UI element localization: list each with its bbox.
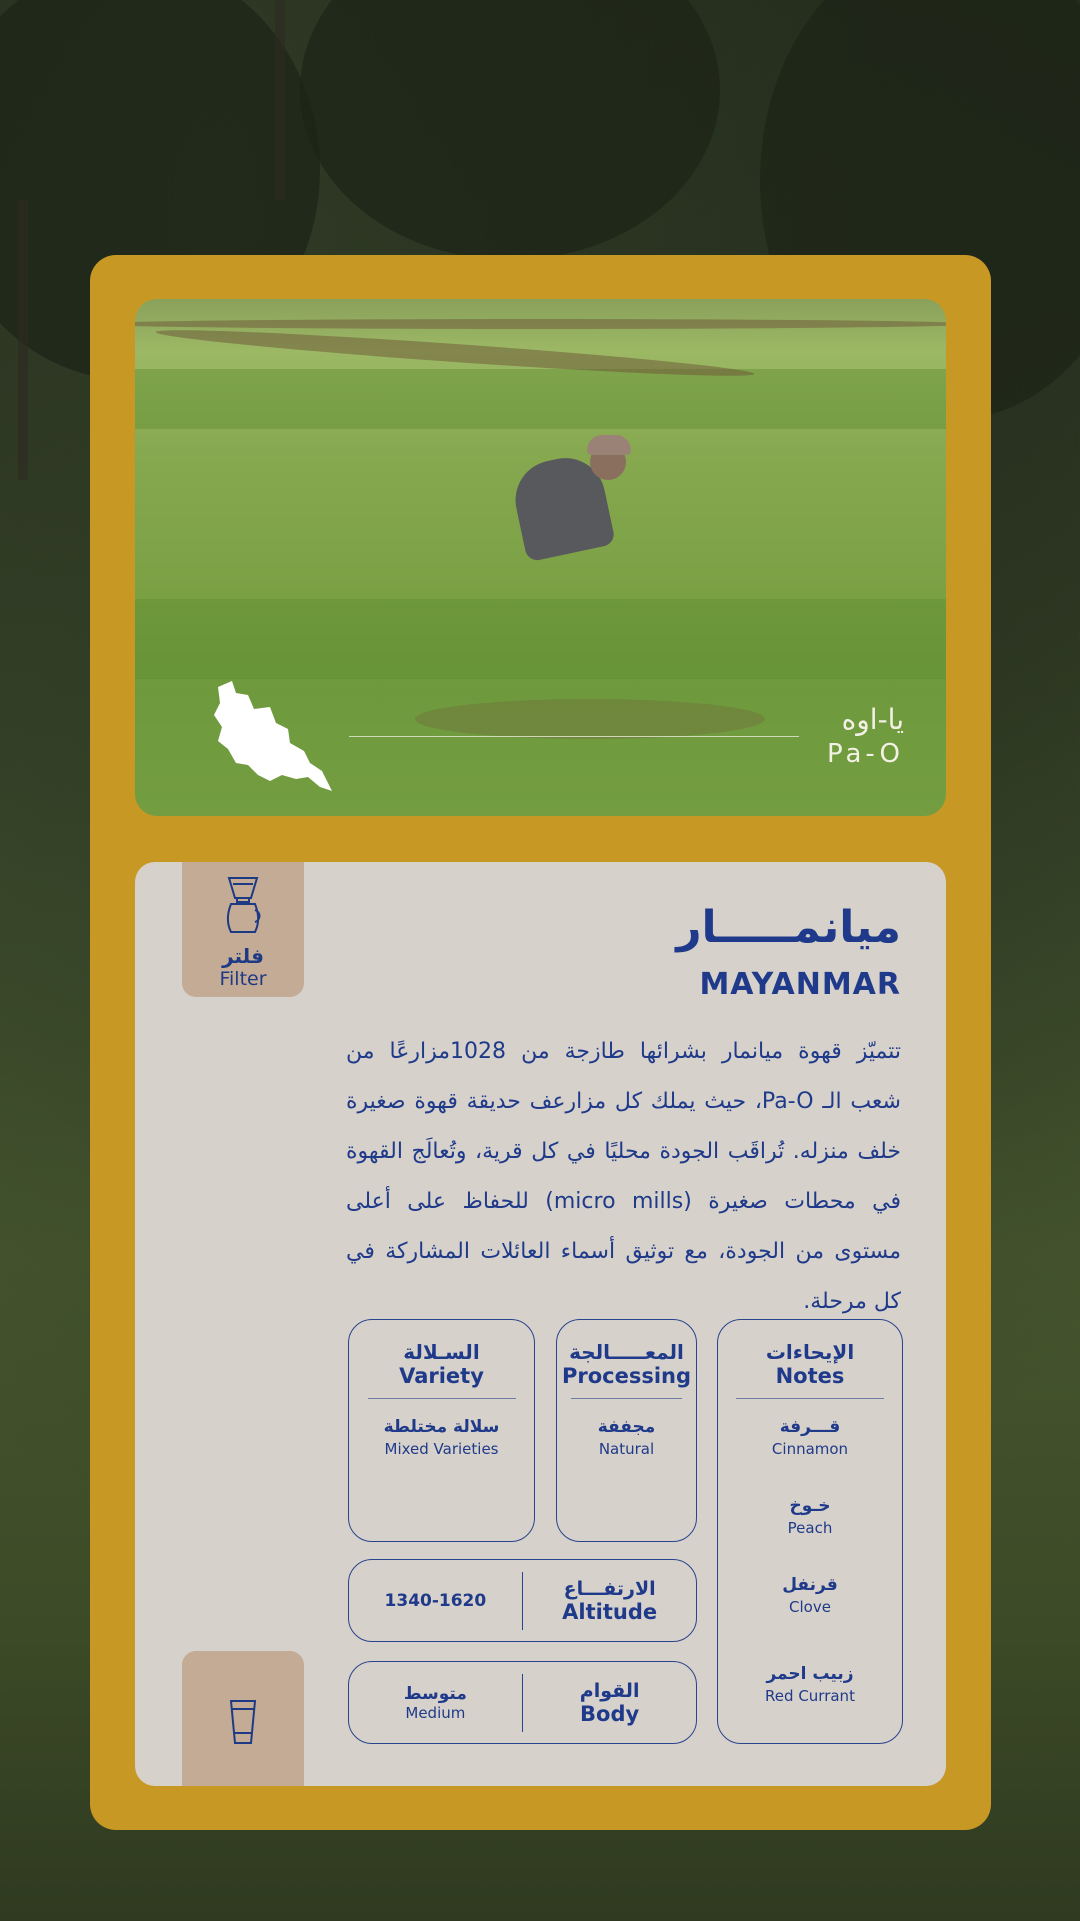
coffee-description: تتميّز قهوة ميانمار بشرائها طازجة من 1028مزارعًا من شعب الـ Pa-O، حيث يملك كل مزارعف حديقة قهوة صغيرة خلف منزله. تُراقَب الجودة محليًا في كل قرية، وتُعالَج القهوة في محطات صغيرة (micro mills) للحفاظ على أعلى مستوى من الجودة، مع توثيق أسماء العائلات المشاركة في كل مرحلة. [346, 1039, 901, 1314]
note-item: زبيب احمر Red Currant [765, 1664, 855, 1705]
variety-divider [368, 1398, 516, 1399]
pour-over-icon [223, 874, 263, 936]
note-item: قـــرفة Cinnamon [771, 1417, 849, 1458]
altitude-value: 1340-1620 [384, 1590, 487, 1611]
details-panel [135, 862, 946, 1786]
coffee-card [90, 255, 991, 1830]
coffee-title-ar: ميانمـــــار [676, 902, 901, 953]
background-trunk [18, 200, 28, 480]
notes-heading-en: Notes [775, 1364, 845, 1388]
body-box [348, 1661, 697, 1744]
variety-heading-en: Variety [399, 1364, 484, 1388]
variety-value: سلالة مختلطة Mixed Varieties [383, 1417, 500, 1458]
background-tree [300, 0, 720, 260]
notes-heading-ar: الإيحاءات [765, 1340, 855, 1364]
background-trunk [275, 0, 285, 200]
terrace-row [135, 319, 946, 329]
body-value-en: Medium [405, 1703, 466, 1722]
brew-method-en: Filter [219, 968, 267, 990]
processing-divider [571, 1398, 682, 1399]
processing-value: مجففة Natural [597, 1417, 656, 1458]
note-item: قرنفل Clove [782, 1575, 838, 1616]
note-item: خـوخ Peach [787, 1496, 833, 1537]
processing-heading-en: Processing [561, 1364, 692, 1388]
body-value-ar: متوسط [403, 1683, 467, 1704]
region-map-icon [210, 679, 335, 797]
altitude-label-en: Altitude [562, 1599, 658, 1624]
altitude-label-ar: الارتفـــاع [563, 1577, 656, 1600]
body-label-ar: القوام [579, 1679, 640, 1702]
farmer-hat [587, 435, 631, 455]
variety-box [348, 1319, 535, 1542]
origin-photo [135, 299, 946, 816]
processing-box [556, 1319, 697, 1542]
processing-heading-ar: المعـــــالجة [569, 1340, 684, 1364]
terrace-row [415, 699, 765, 739]
brew-method-badge [182, 862, 304, 997]
brew-method-ar: فلتر [222, 944, 264, 968]
photo-divider-line [349, 736, 799, 737]
origin-name-ar: يا-اوه [841, 703, 904, 736]
variety-heading-ar: السـلالة [403, 1340, 480, 1364]
notes-box [717, 1319, 903, 1744]
notes-divider [736, 1398, 883, 1399]
cup-icon [225, 1697, 261, 1747]
altitude-box [348, 1559, 697, 1642]
origin-name-en: Pa-O [826, 739, 904, 769]
coffee-title-en: MAYANMAR [699, 967, 901, 1002]
cup-badge [182, 1651, 304, 1786]
body-label-en: Body [580, 1701, 640, 1726]
